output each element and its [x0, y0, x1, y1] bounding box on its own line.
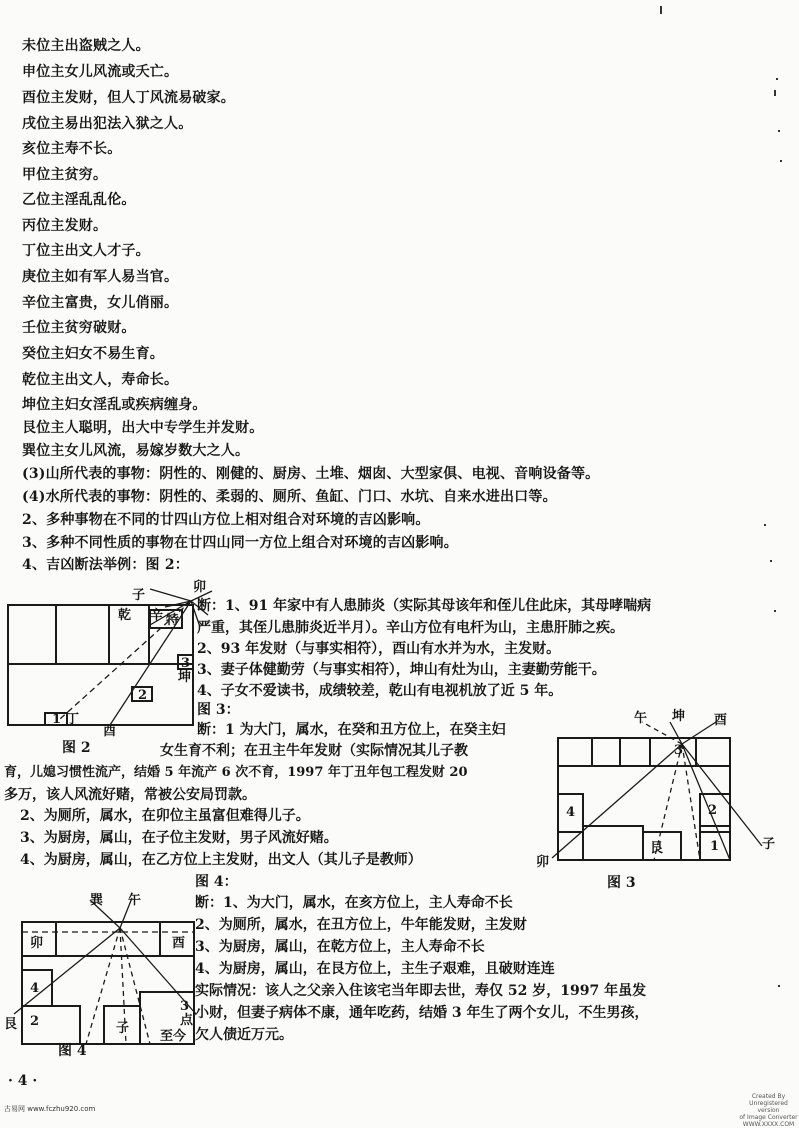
fig3-label-1: 1 — [710, 839, 720, 854]
text-line: 乾位主出文人，寿命长。 — [22, 372, 179, 388]
fig3-text-line: 育，儿媳习惯性流产，结婚 5 年流产 6 次不育，1997 年丁丑年包工程发财 20 — [4, 765, 468, 780]
fig2-text-line: 3、妻子体健勤劳（与事实相符），坤山有灶为山，主妻勤劳能干。 — [197, 662, 606, 678]
fig4-label-you: 酉 — [172, 936, 186, 951]
fig4-text-line: 欠人债近万元。 — [195, 1027, 293, 1043]
fig4-label-dian: 点 — [180, 1013, 194, 1028]
fig4-heading: 图 4： — [195, 874, 238, 890]
fig4-text-line: 断：1、为大门，属水，在亥方位上，主人寿命不长 — [195, 895, 513, 911]
fig2-label-2: 2 — [138, 688, 148, 703]
fig4-caption: 图 4 — [58, 1043, 87, 1059]
scan-speck — [774, 90, 776, 96]
fig3-label-gen: 艮 — [650, 841, 664, 856]
fig2-text-line: 4、子女不爱读书，成绩较差，乾山有电视机放了近 5 年。 — [197, 683, 563, 699]
scan-speck — [660, 6, 662, 14]
fig2-label-xin: 辛 — [150, 608, 164, 623]
text-line: 4、吉凶断法举例：图 2： — [22, 557, 189, 573]
scan-speck — [764, 524, 766, 526]
text-line: 癸位主妇女不易生育。 — [22, 346, 164, 362]
scan-speck — [770, 560, 772, 562]
fig4-text-line: 3、为厨房，属山，在乾方位上，主人寿命不长 — [195, 939, 485, 955]
fig4-label-zhijin: 至今 — [160, 1029, 187, 1044]
scan-speck — [776, 78, 778, 80]
text-line: 2、多种事物在不同的廿四山方位上相对组合对环境的吉凶影响。 — [22, 512, 430, 528]
text-line: 甲位主贫穷。 — [22, 167, 108, 183]
fig3-text-line: 断：1 为大门，属水，在癸和丑方位上，在癸主妇 — [197, 722, 506, 738]
text-line: 辛位主富贵，女儿俏丽。 — [22, 295, 179, 311]
fig3-text-line: 2、为厕所，属水，在卯位主虽富但难得儿子。 — [20, 808, 310, 824]
fig2-label-qian: 乾 — [118, 608, 132, 623]
fig2-text-line: 严重，其侄儿患肺炎近半月）。辛山方位有电杆为山，主患肝肺之疾。 — [197, 620, 624, 636]
scan-speck — [778, 985, 780, 987]
text-line: 坤位主妇女淫乱或疾病缠身。 — [22, 397, 207, 413]
fig3-text-line: 4、为厨房，属山，在乙方位上主发财，出文人（其儿子是教师） — [20, 852, 422, 868]
fig3-label-you: 酉 — [714, 713, 728, 728]
fig4-label-mao: 卯 — [30, 936, 44, 951]
fig4-label-xun: 巽 — [90, 893, 104, 908]
text-line: 庚位主如有军人易当官。 — [22, 269, 179, 285]
fig4-text-line: 4、为厨房，属山，在艮方位上，主生子艰难，且破财连连 — [195, 961, 555, 977]
fig2-label-1: 1 — [52, 712, 62, 727]
fig2-label-ding: 丁 — [66, 712, 80, 727]
fig2-text-line: 断：1、91 年家中有人患肺炎（实际其母该年和侄儿住此床，其母哮喘病 — [197, 598, 652, 614]
text-line: 戌位主易出犯法入狱之人。 — [22, 116, 193, 132]
fig2-label-you: 酉 — [103, 724, 117, 739]
text-line: 未位主出盗贼之人。 — [22, 38, 150, 54]
fig3-heading: 图 3： — [197, 702, 240, 718]
fig3-label-2: 2 — [708, 803, 718, 818]
text-line: 巽位主女儿风流，易嫁岁数大之人。 — [22, 443, 250, 459]
text-line: 亥位主寿不长。 — [22, 141, 122, 157]
text-line: (4)水所代表的事物：阴性的、柔弱的、厕所、鱼缸、门口、水坑、自来水进出口等。 — [22, 489, 557, 505]
text-line: 3、多种不同性质的事物在廿四山同一方位上组合对环境的吉凶影响。 — [22, 535, 458, 551]
fig4-label-wu: 午 — [128, 893, 142, 908]
fig4-text-line: 实际情况：该人之父亲入住该宅当年即去世，寿仅 52 岁，1997 年虽发 — [195, 983, 647, 999]
text-line: 乙位主淫乱乱伦。 — [22, 192, 136, 208]
fig2-label-te: 特 — [166, 613, 180, 628]
fig4-label-2: 2 — [30, 1014, 40, 1029]
figure-4-diagram — [0, 888, 210, 1048]
fig3-text-line: 多万，该人风流好赌，常被公安局罚款。 — [4, 787, 256, 803]
text-line: 壬位主贫穷破财。 — [22, 320, 136, 336]
figure-3-diagram — [530, 708, 790, 868]
text-line: 丙位主发财。 — [22, 218, 108, 234]
footer-watermark-right: Created By Unregistered version of Image Converter WWW.XXXX.COM — [739, 1093, 798, 1128]
fig3-text-line: 3、为厨房，属山，在子位主发财，男子风流好赌。 — [20, 830, 338, 846]
text-line: 申位主女儿风流或夭亡。 — [22, 64, 179, 80]
fig2-label-zi: 子 — [132, 588, 146, 603]
fig3-label-wu: 午 — [634, 711, 648, 726]
fig3-text-line: 女生育不利；在丑主牛年发财（实际情况其儿子教 — [160, 743, 468, 759]
fig3-label-3: 3 — [674, 743, 684, 758]
text-line: 酉位主发财，但人丁风流易破家。 — [22, 90, 235, 106]
page-number: · 4 · — [8, 1073, 38, 1089]
fig3-caption: 图 3 — [607, 875, 636, 891]
scan-speck — [774, 610, 776, 612]
fig4-label-zi: 子 — [116, 1021, 130, 1036]
footer-watermark-left: 古易网 www.fczhu920.com — [4, 1105, 96, 1113]
fig4-label-gen: 艮 — [4, 1017, 18, 1032]
scan-speck — [780, 160, 782, 162]
fig3-label-mao: 卯 — [536, 855, 550, 870]
fig2-caption: 图 2 — [62, 740, 91, 756]
fig3-label-kun: 坤 — [672, 709, 686, 724]
fig4-label-4: 4 — [30, 981, 40, 996]
fig3-label-zi: 子 — [762, 837, 776, 852]
fig3-direction-line — [682, 744, 762, 846]
figure-2-diagram — [0, 575, 210, 739]
fig2-label-3: 3 — [181, 656, 191, 671]
text-line: (3)山所代表的事物：阴性的、刚健的、厨房、土堆、烟囱、大型家俱、电视、音响设备等。 — [22, 466, 600, 482]
fig4-label-3: 3 — [180, 999, 190, 1014]
fig2-label-kun: 坤 — [178, 670, 192, 685]
fig2-label-mao: 卯 — [193, 580, 207, 595]
fig4-text-line: 2、为厕所，属水，在丑方位上，牛年能发财，主发财 — [195, 917, 527, 933]
scan-speck — [778, 130, 780, 132]
text-line: 丁位主出文人才子。 — [22, 243, 150, 259]
text-line: 艮位主人聪明，出大中专学生并发财。 — [22, 420, 264, 436]
fig4-text-line: 小财，但妻子病体不康，通年吃药，结婚 3 年生了两个女儿，不生男孩， — [195, 1005, 649, 1021]
fig2-text-line: 2、93 年发财（与事实相符），酉山有水并为水，主发财。 — [197, 641, 561, 657]
fig3-label-4: 4 — [566, 805, 576, 820]
